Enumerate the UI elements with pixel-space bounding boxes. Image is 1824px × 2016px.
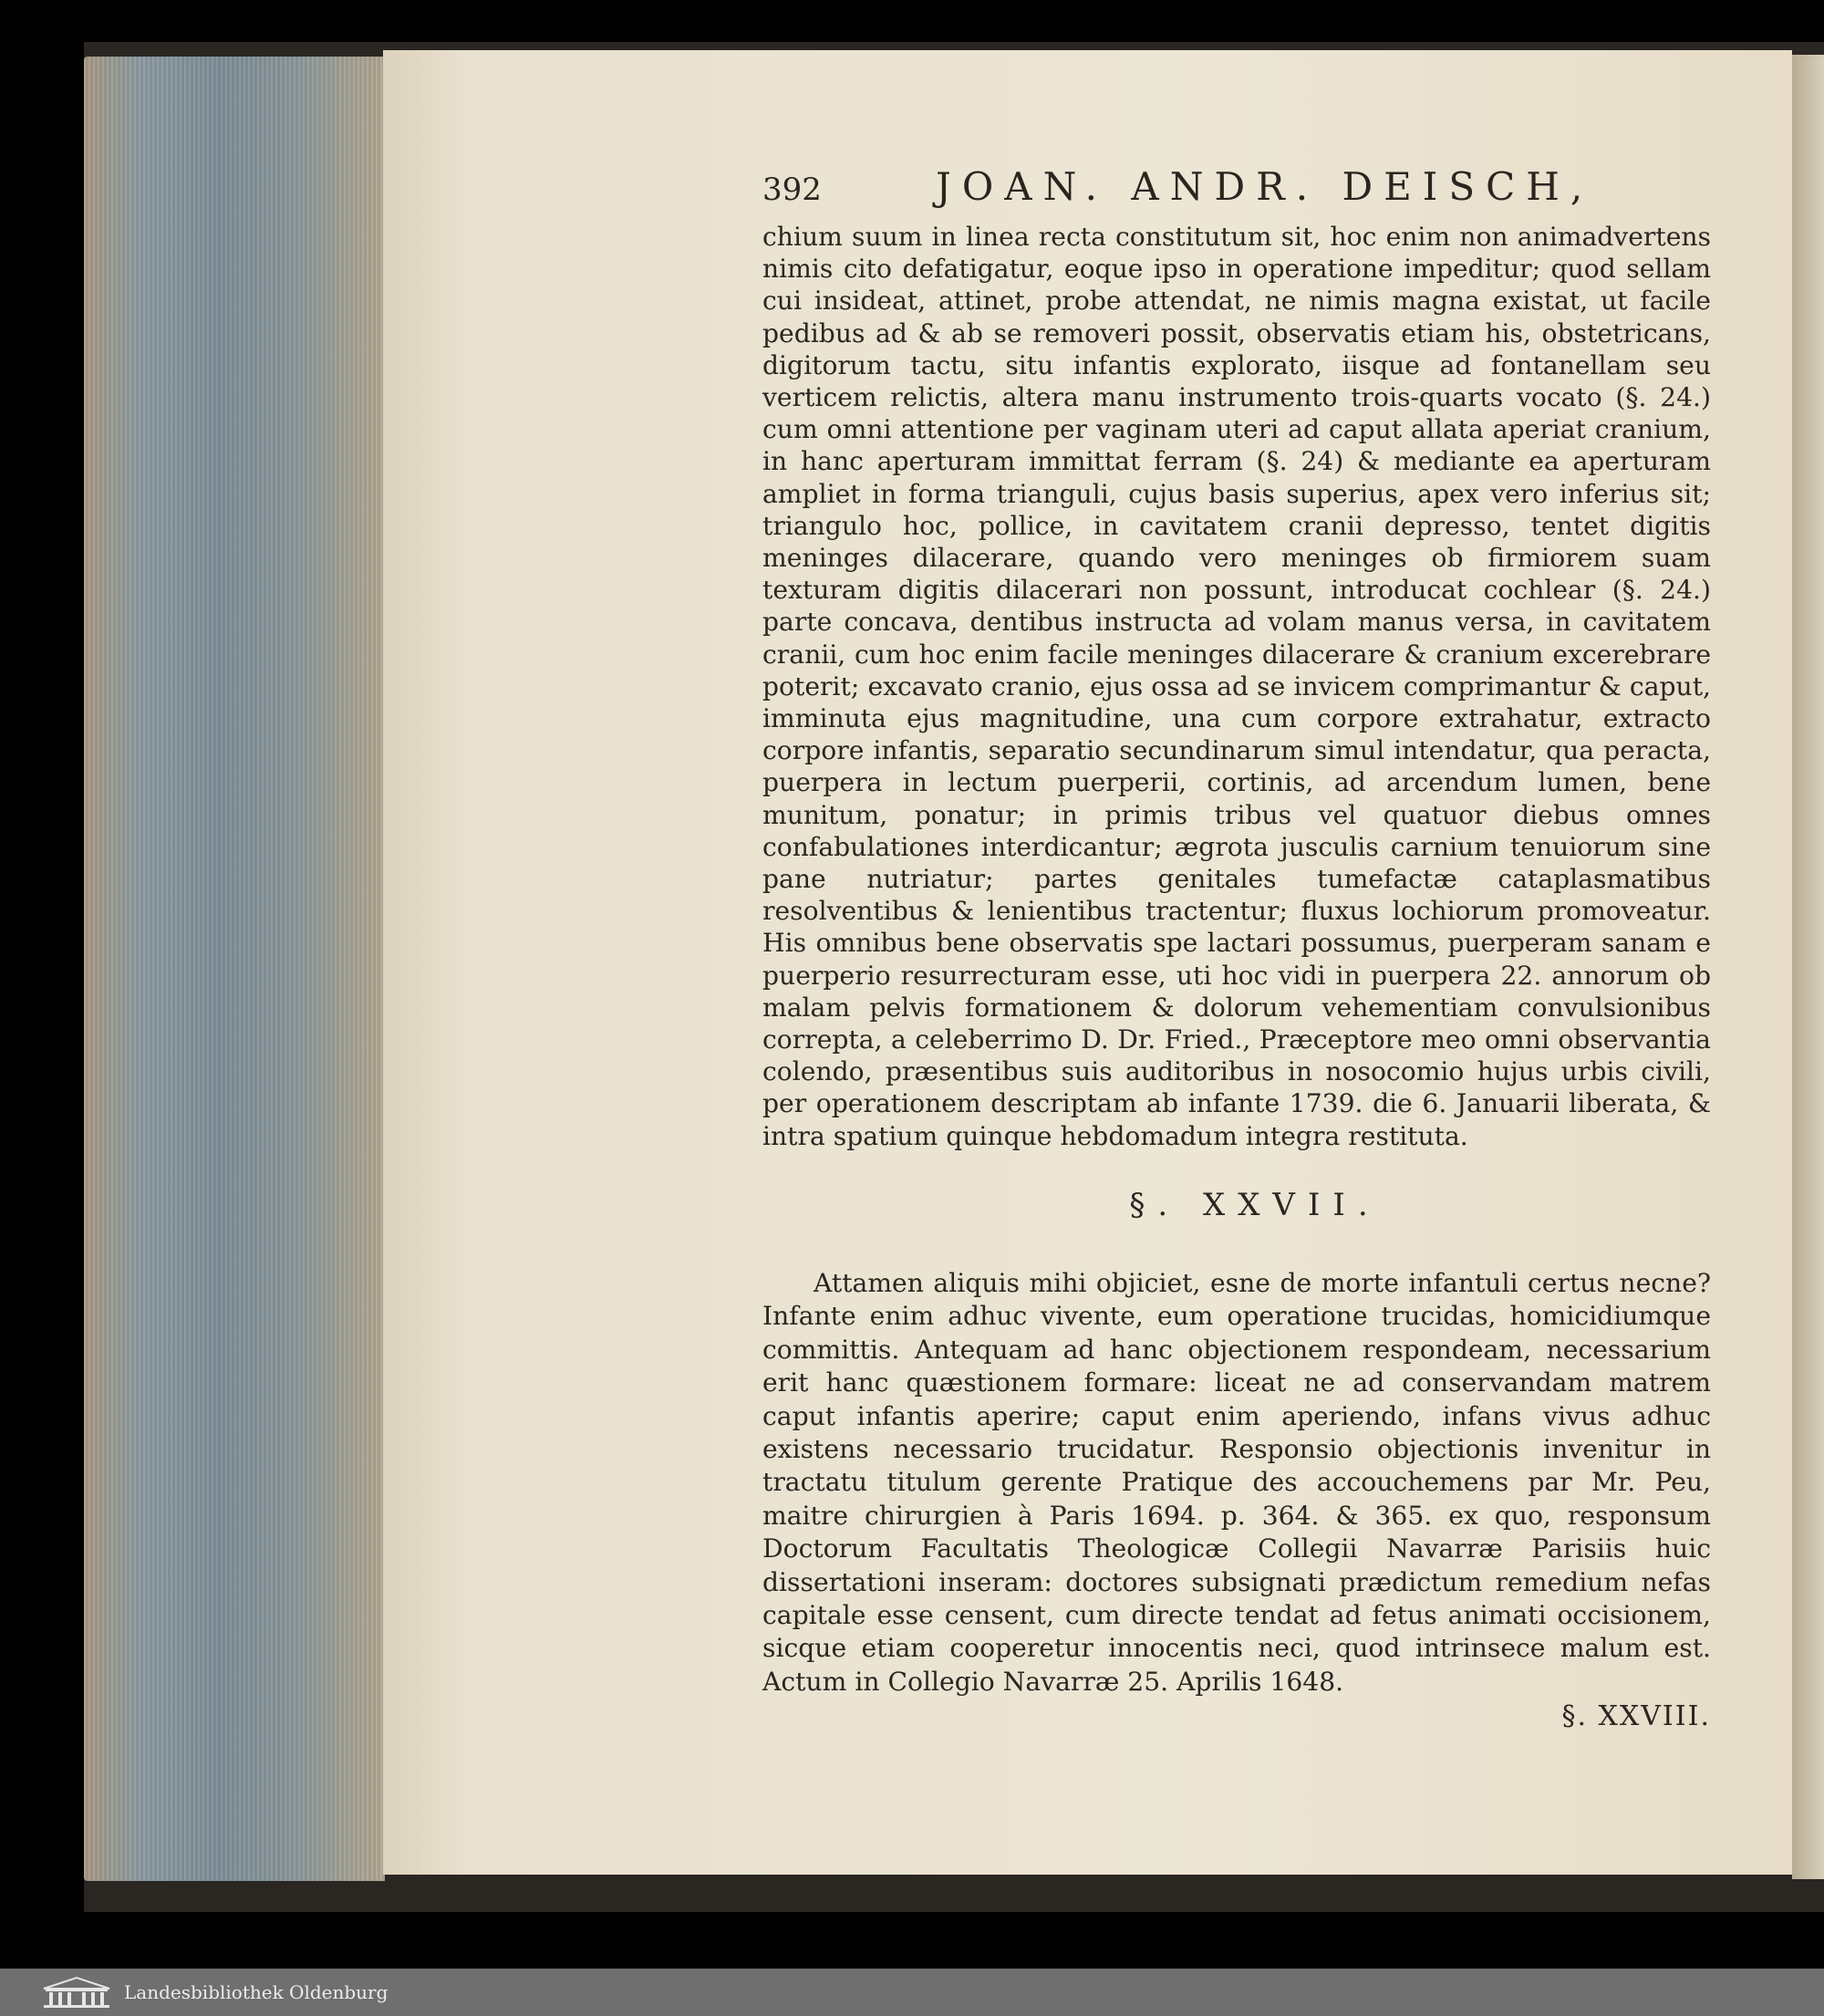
footer-library-name: Landesbibliothek Oldenburg (124, 1981, 389, 2003)
page-text-block (762, 164, 1711, 1732)
running-head (762, 164, 1711, 221)
section-heading: §. XXVII. (1129, 1186, 1381, 1223)
body-paragraph-1: chium suum in linea recta constitutum sit, hoc enim non animadvertens nimis cito defatigatur, eoque ipso in operatione impeditur; quod sellam cui insideat, attinet, probe attendat, ne nimis magna existat, ut facile pedibus ad & ab se removeri possit, observatis etiam his, obstetricans, digitorum tactu, situ infantis explorato, iisque ad fontanellam seu verticem relictis, altera manu instrumento trois-quarts vocato (§. 24.) cum omni attentione per vaginam uteri ad caput allata aperiat cranium, in hanc aperturam immittat ferram (§. 24) & mediante ea aperturam ampliet in forma trianguli, cujus basis superius, apex vero inferius sit; triangulo hoc, pollice, in cavitatem cranii depresso, tentet digitis meninges dilacerare, quando vero meninges ob firmiorem suam texturam digitis dilacerari non possunt, introducat cochlear (§. 24.) parte concava, dentibus instructa ad volam manus versa, in cavitatem cranii, cum hoc enim facile meninges dilacerare & cranium excerebrare poterit; excavato cranio, ejus ossa ad se invicem comprimantur & caput, imminuta ejus magnitudine, una cum corpore extrahatur, extracto corpore infantis, separatio secundinarum simul intendatur, qua peracta, puerpera in lectum puerperii, cortinis, ad arcendum lumen, bene munitum, ponatur; in primis tribus vel quatuor diebus omnes confabulationes interdicantur; ægrota jusculis carnium tenuiorum sine pane nutriatur; partes genitales tumefactæ cataplasmatibus resolventibus & lenientibus tractentur; fluxus lochiorum promoveatur. His omnibus bene observatis spe lactari possumus, puerperam sanam e puerperio resurrecturam esse, uti hoc vidi in puerpera 22. annorum ob malam pelvis formationem & dolorum vehementiam convulsionibus correpta, a celeberrimo D. Dr. Fried., Præceptore meo omni observantia colendo, præsentibus suis auditoribus in nosocomio hujus urbis civili, per operationem descriptam ab infante 1739. die 6. Januarii liberata, & intra spatium quinque hebdomadum integra restituta. (762, 222, 1711, 1151)
body-paragraph-2: Attamen aliquis mihi objiciet, esne de morte infantuli certus necne? Infante enim adhuc vivente, eum operatione trucidas, homicidiumque committis. Antequam ad hanc objectionem respondeam, necessarium erit hanc quæstionem formare: liceat ne ad conservandam matrem caput infantis aperire; caput enim aperiendo, infans vivus adhuc existens necessario trucidatur. Responsio objectionis invenitur in tractatu titulum gerente Pratique des accouchemens par Mr. Peu, maitre chirurgien à Paris 1694. p. 364. & 365. ex quo, responsum Doctorum Facultatis Theologicæ Collegii Navarræ Parisiis huic dissertationi inseram: doctores subsignati prædictum remedium nefas capitale esse censent, cum directe tendat ad fetus animati occisionem, sicque etiam cooperetur innocentis neci, quod intrinsece malum est. Actum in Collegio Navarræ 25. Aprilis 1648. (762, 1267, 1711, 1697)
page-edges-left (84, 57, 385, 1881)
catchword: §. XXVIII. (1561, 1700, 1711, 1733)
facing-page-edge (1792, 55, 1824, 1879)
running-head-author: JOAN. ANDR. DEISCH, (936, 164, 1594, 209)
library-building-icon (40, 1976, 113, 2009)
page-number: 392 (762, 171, 822, 208)
footer-bar (0, 1969, 1824, 2016)
